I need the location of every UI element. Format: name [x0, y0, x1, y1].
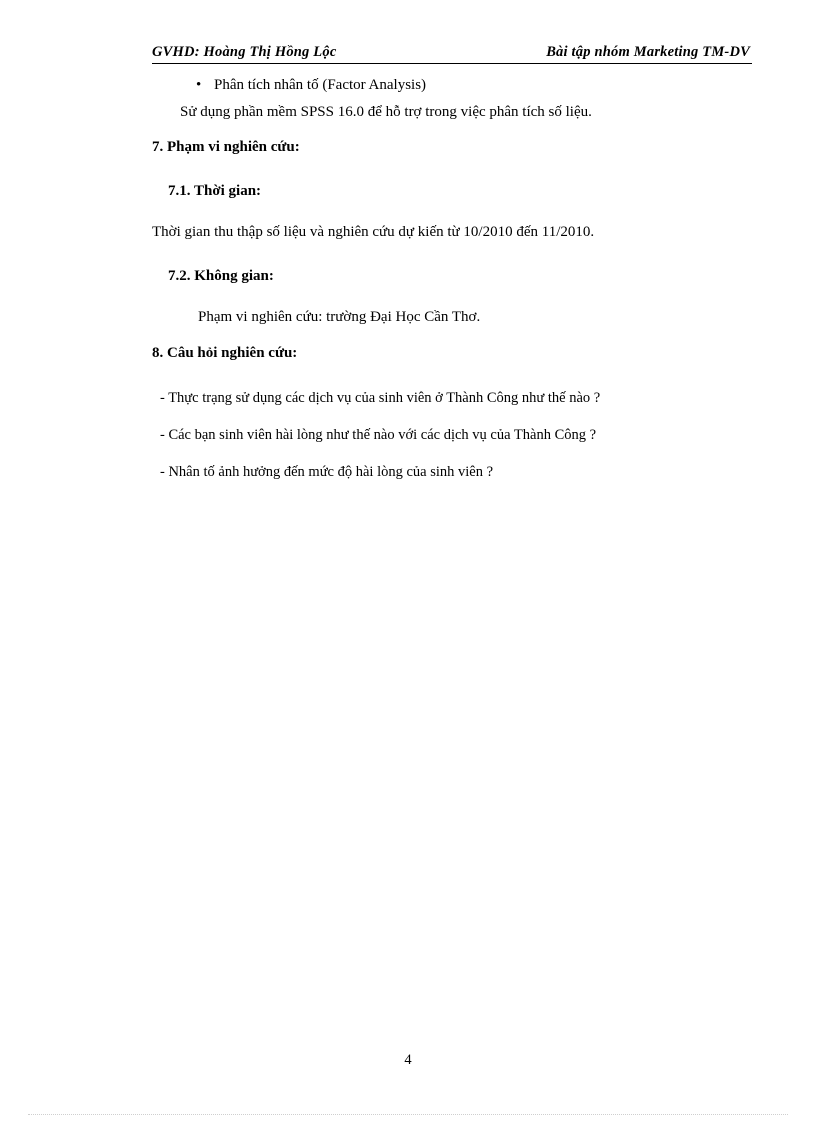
- bullet-marker-icon: •: [196, 77, 202, 93]
- header-left-text: GVHD: Hoàng Thị Hồng Lộc: [152, 44, 337, 60]
- section-7-1-paragraph: Thời gian thu thập số liệu và nghiên cứu dự kiến từ 10/2010 đến 11/2010.: [152, 224, 595, 241]
- research-question-list: [152, 389, 752, 482]
- list-item: - Nhân tố ảnh hưởng đến mức độ hài lòng của sinh viên ?: [160, 463, 494, 480]
- section-7-2-heading: 7.2. Không gian:: [168, 267, 274, 284]
- list-item: - Các bạn sinh viên hài lòng như thế nào với các dịch vụ của Thành Công ?: [160, 427, 597, 444]
- section-8-heading: 8. Câu hỏi nghiên cứu:: [152, 344, 298, 361]
- section-7-heading: 7. Phạm vi nghiên cứu:: [152, 139, 300, 156]
- document-header: [152, 44, 752, 64]
- section-7-2-paragraph: Phạm vi nghiên cứu: trường Đại Học Cần Thơ.: [198, 309, 481, 326]
- footer-divider: [28, 1114, 788, 1115]
- document-body: [152, 44, 752, 482]
- header-right-text: Bài tập nhóm Marketing TM-DV: [546, 44, 750, 60]
- bullet-list-item: [152, 76, 752, 95]
- page-number: 4: [404, 1052, 412, 1068]
- section-7-1-heading: 7.1. Thời gian:: [168, 182, 262, 199]
- intro-paragraph: Sử dụng phần mềm SPSS 16.0 để hỗ trợ trong việc phân tích số liệu.: [180, 103, 592, 120]
- bullet-item-text: Phân tích nhân tố (Factor Analysis): [214, 77, 427, 93]
- list-item: - Thực trạng sử dụng các dịch vụ của sinh viên ở Thành Công như thế nào ?: [160, 390, 601, 407]
